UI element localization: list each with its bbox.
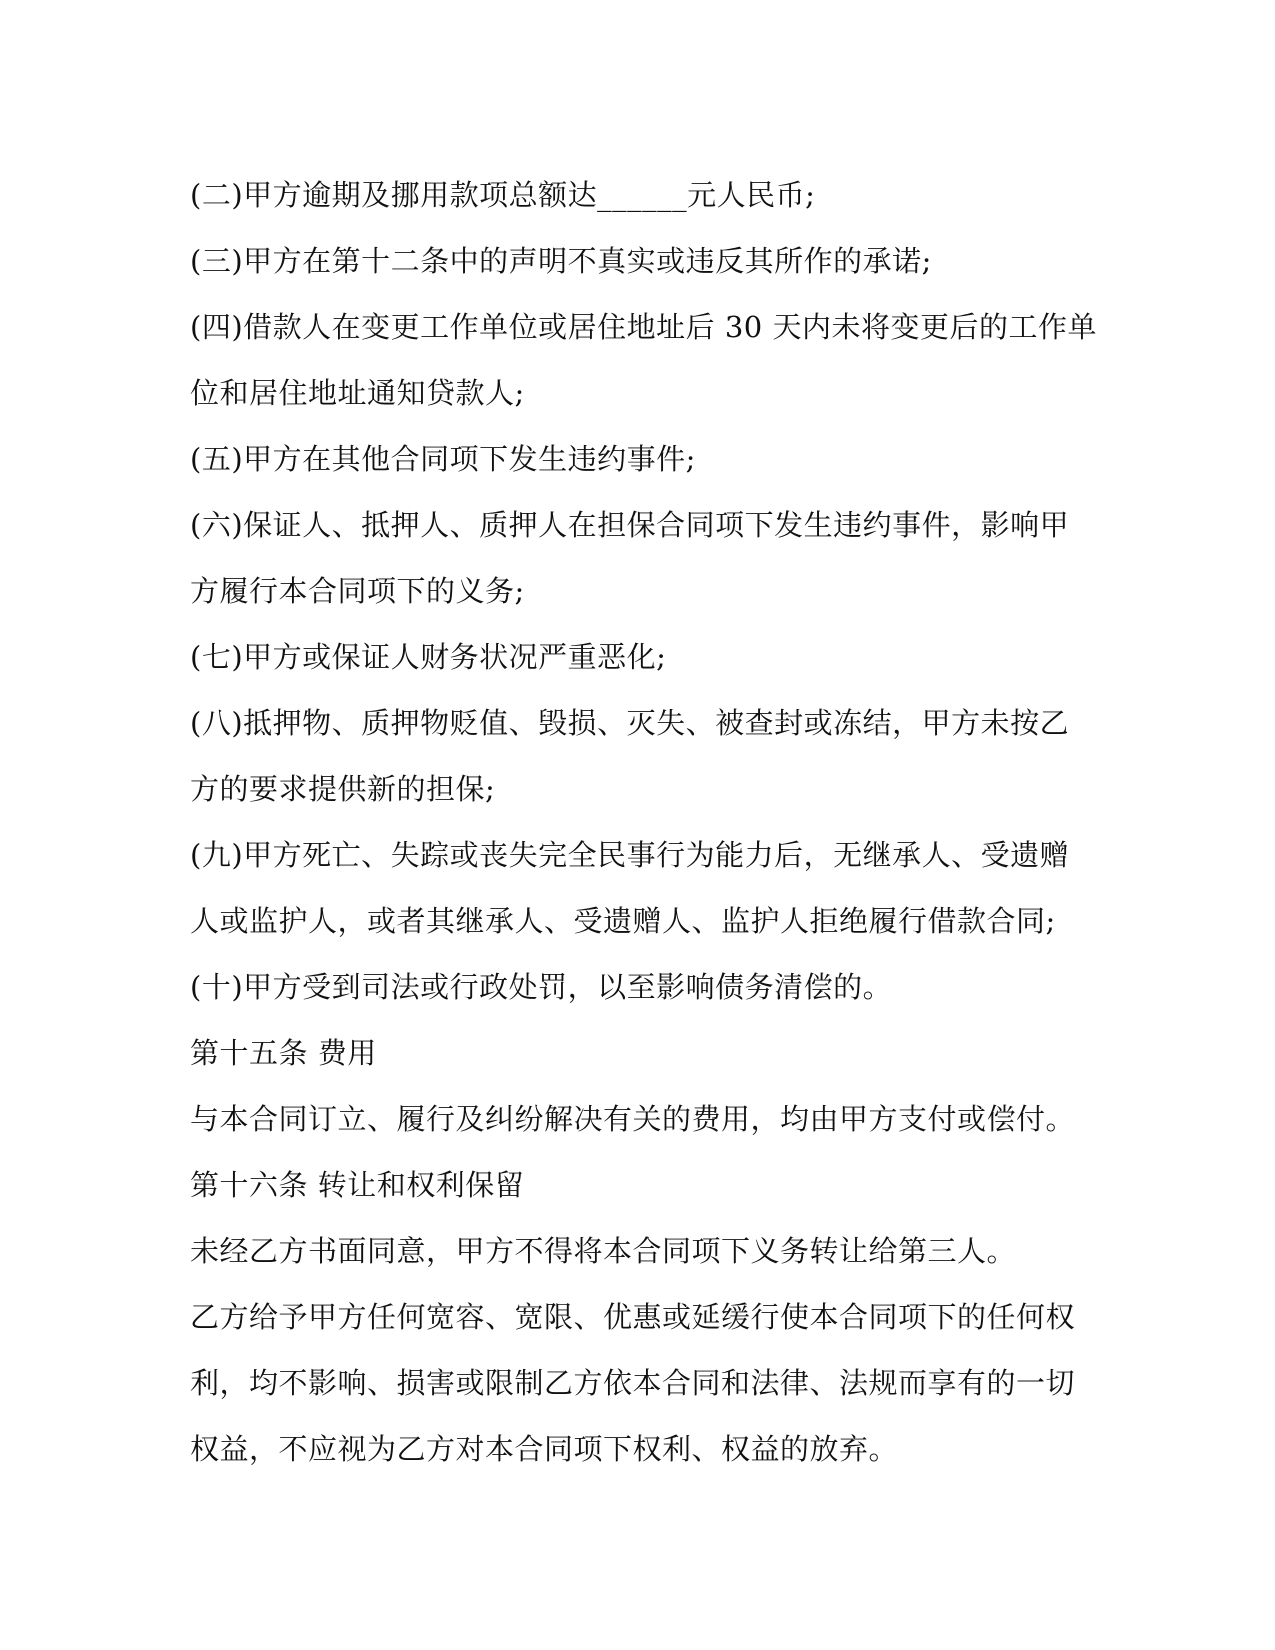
clause-item-8-continued: 方的要求提供新的担保; bbox=[190, 772, 496, 806]
article-16-paragraph-2-end: 权益，不应视为乙方对本合同项下权利、权益的放弃。 bbox=[190, 1432, 899, 1466]
article-16-paragraph-2-continued: 利，均不影响、损害或限制乙方依本合同和法律、法规而享有的一切 bbox=[190, 1366, 1076, 1400]
clause-item-4-continued: 位和居住地址通知贷款人; bbox=[190, 376, 525, 410]
clause-item-10: (十)甲方受到司法或行政处罚，以至影响债务清偿的。 bbox=[190, 970, 893, 1004]
document-body bbox=[190, 162, 1097, 1482]
article-16-heading: 第十六条 转让和权利保留 bbox=[190, 1168, 525, 1202]
clause-item-9-continued: 人或监护人，或者其继承人、受遗赠人、监护人拒绝履行借款合同; bbox=[190, 904, 1056, 938]
clause-item-8: (八)抵押物、质押物贬值、毁损、灭失、被查封或冻结，甲方未按乙 bbox=[190, 706, 1070, 740]
clause-item-6: (六)保证人、抵押人、质押人在担保合同项下发生违约事件，影响甲 bbox=[190, 508, 1070, 542]
clause-item-9: (九)甲方死亡、失踪或丧失完全民事行为能力后，无继承人、受遗赠 bbox=[190, 838, 1070, 872]
article-15-heading: 第十五条 费用 bbox=[190, 1036, 377, 1070]
article-16-paragraph-1: 未经乙方书面同意，甲方不得将本合同项下义务转让给第三人。 bbox=[190, 1234, 1017, 1268]
article-16-paragraph-2: 乙方给予甲方任何宽容、宽限、优惠或延缓行使本合同项下的任何权 bbox=[190, 1300, 1076, 1334]
clause-item-7: (七)甲方或保证人财务状况严重恶化; bbox=[190, 640, 667, 674]
article-15-body: 与本合同订立、履行及纠纷解决有关的费用，均由甲方支付或偿付。 bbox=[190, 1102, 1076, 1136]
clause-item-5: (五)甲方在其他合同项下发生违约事件; bbox=[190, 442, 696, 476]
clause-item-3: (三)甲方在第十二条中的声明不真实或违反其所作的承诺; bbox=[190, 244, 932, 278]
clause-item-4: (四)借款人在变更工作单位或居住地址后 30 天内未将变更后的工作单 bbox=[190, 310, 1097, 344]
clause-item-6-continued: 方履行本合同项下的义务; bbox=[190, 574, 525, 608]
clause-item-2: (二)甲方逾期及挪用款项总额达______元人民币; bbox=[190, 178, 816, 212]
